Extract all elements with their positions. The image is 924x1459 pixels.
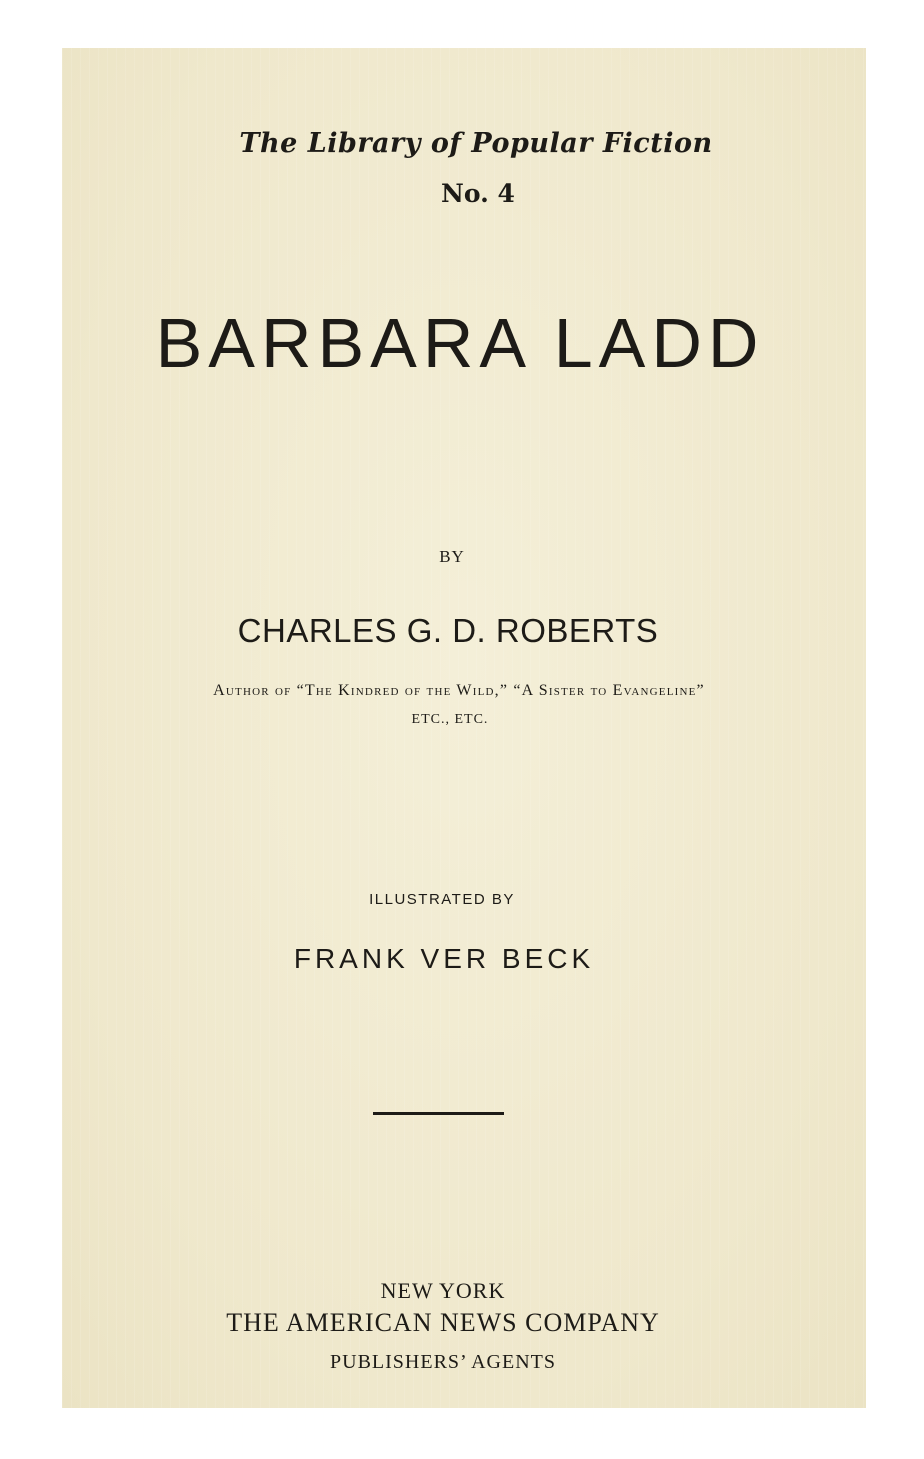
illustrator-name: FRANK VER BECK [293, 943, 595, 974]
illustrated-by-label: ILLUSTRATED BY [369, 891, 515, 908]
by-label: BY [439, 547, 465, 566]
author-credits: Author of “The Kindred of the Wild,” “A Sister to Evangeline” [213, 682, 705, 699]
book-title: BARBARA LADD [155, 304, 765, 382]
author-credits-etc: ETC., ETC. [411, 712, 489, 727]
series-number: No. 4 [441, 179, 515, 208]
publisher-city: NEW YORK [380, 1278, 506, 1303]
series-name: The Library of Popular Fiction [239, 128, 713, 159]
divider-rule [373, 1112, 504, 1115]
publisher-role: PUBLISHERS’ AGENTS [330, 1351, 556, 1373]
author-name: CHARLES G. D. ROBERTS [237, 612, 659, 649]
title-page [62, 48, 866, 1408]
publisher-name: THE AMERICAN NEWS COMPANY [226, 1308, 660, 1337]
